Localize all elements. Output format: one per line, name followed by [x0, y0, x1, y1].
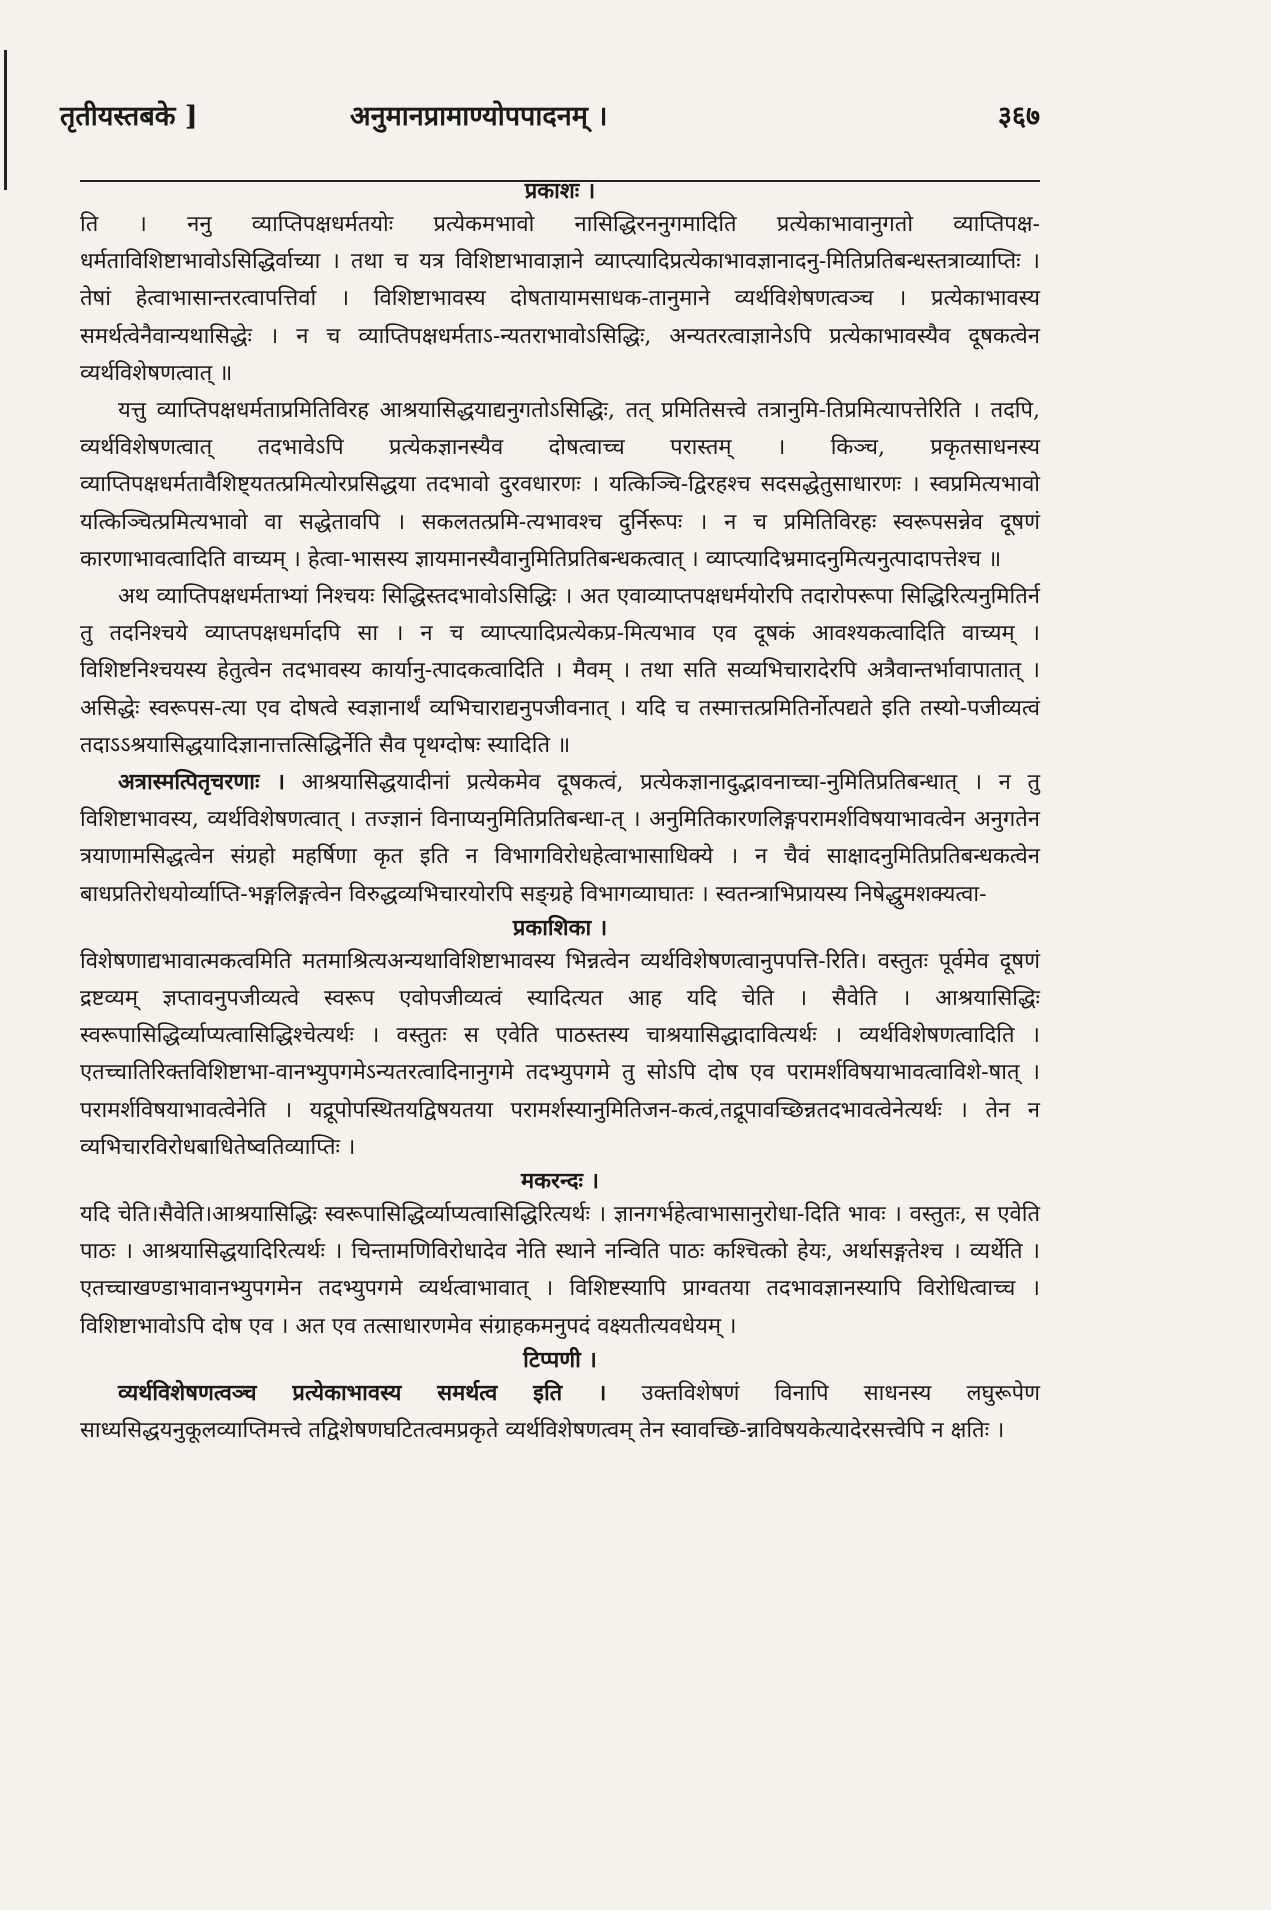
- prakasha-paragraph-4-text: आश्रयासिद्धयादीनां प्रत्येकमेव दूषकत्वं, प्रत्येकज्ञानादुद्भावनाच्चा-नुमितिप्रतिबन्धात् । न तु विशिष्टाभावस्य, व्यर्थविशेषणत्वात् । तज्ज्ञानं विनाप्यनुमितिप्रतिबन्धा-त् । अनुमितिकारणलिङ्गपरामर्शविषयाभावत्वेन अनुगतेन त्रयाणामसिद्धत्वेन संग्रहो महर्षिणा कृत इति न विभागविरोधहेत्वाभासाधिक्ये । न चैवं साक्षादनुमितिप्रतिबन्धकत्वेन बाधप्रतिरोधयोर्व्याप्ति-भङ्गलिङ्गत्वेन विरुद्धव्यभिचारयोरपि सङ्ग्रहे विभागव्याघातः । स्वतन्त्राभिप्रायस्य निषेद्धुमशक्यत्वा-: [80, 770, 1040, 907]
- tippani-paragraph-1: [80, 1375, 1040, 1449]
- prakashika-paragraph-1: विशेषणाद्यभावात्मकत्वमिति मतमाश्रित्यअन्यथाविशिष्टाभावस्य भिन्नत्वेन व्यर्थविशेषणत्वानुपपत्ति-रिति। वस्तुतः पूर्वमेव दूषणं द्रष्टव्यम् ज्ञप्तावनुपजीव्यत्वे स्वरूप एवोपजीव्यत्वं स्यादित्यत आह यदि चेति । सैवेति । आश्रयासिद्धिः स्वरूपासिद्धिर्व्याप्यत्वासिद्धिश्चेत्यर्थः । वस्तुतः स एवेति पाठस्तस्य चाश्रयासिद्धादावित्यर्थः । व्यर्थविशेषणत्वादिति । एतच्चातिरिक्तविशिष्टाभा-वानभ्युपगमेऽन्यतरत्वादिनानुगमे तदभ्युपगमे तु सोऽपि दोष एव परामर्शविषयाभावत्वाविशे-षात् । परामर्शविषयाभावत्वेनेति । यद्रूपोपस्थितयद्विषयतया परामर्शस्यानुमितिजन-कत्वं,तद्रूपावच्छिन्नतदभावत्वेनेत्यर्थः । तेन न व्यभिचारविरोधबाधितेष्वतिव्याप्तिः ।: [80, 948, 1040, 1160]
- binding-edge-line: [4, 50, 7, 190]
- section-title-makaranda: मकरन्दः ।: [521, 1168, 599, 1195]
- section-title-prakashika: प्रकाशिका ।: [512, 914, 608, 941]
- header-chapter: तृतीयस्तबके ]: [60, 101, 198, 132]
- header-title: अनुमानप्रामाण्योपपादनम् ।: [350, 101, 608, 132]
- prakasha-paragraph-4-lead: अत्रास्मत्पितृचरणाः ।: [118, 769, 285, 796]
- section-title-prakasha: प्रकाशः ।: [524, 178, 596, 204]
- prakasha-paragraph-4: [80, 764, 1040, 913]
- running-header: [60, 96, 1040, 136]
- section-title-tippani: टिप्पणी ।: [523, 1346, 597, 1373]
- prakasha-paragraph-3: अथ व्याप्तिपक्षधर्मताभ्यां निश्चयः सिद्धिस्तदभावोऽसिद्धिः । अत एवाव्याप्तपक्षधर्मयोरपि तदारोपरूपा सिद्धिरित्यनुमितिर्न तु तदनिश्चये व्याप्तपक्षधर्मादपि सा । न च व्याप्त्यादिप्रत्येकप्र-मित्यभाव एव दूषकं आवश्यकत्वादिति वाच्यम् । विशिष्टनिश्चयस्य हेतुत्वेन तदभावस्य कार्यानु-त्पादकत्वादिति । मैवम् । तथा सति सव्यभिचारादेरपि अत्रैवान्तर्भावापातात् । असिद्धेः स्वरूपस-त्या एव दोषत्वे स्वज्ञानार्थं व्यभिचाराद्यनुपजीवनात् । यदि च तस्मात्तत्प्रमितिर्नोत्पद्यते इति तस्यो-पजीव्यत्वं तदाऽऽश्रयासिद्धयादिज्ञानात्तत्सिद्धिर्नेति सैव पृथग्दोषः स्यादिति ॥: [80, 584, 1040, 758]
- page-body: [80, 176, 1040, 1449]
- page-number: ३६७: [997, 101, 1040, 132]
- tippani-paragraph-1-text: उक्तविशेषणं विनापि साधनस्य लघुरूपेण साध्यसिद्धयनुकूलव्याप्तिमत्त्वे तद्विशेषणघटितत्वमप्रकृते व्यर्थविशेषणत्वम् तेन स्वावच्छि-न्नाविषयकेत्यादेरसत्त्वेपि न क्षतिः ।: [80, 1380, 1040, 1444]
- prakasha-paragraph-2: यत्तु व्याप्तिपक्षधर्मताप्रमितिविरह आश्रयासिद्धयाद्यनुगतोऽसिद्धिः, तत् प्रमितिसत्त्वे तत्रानुमि-तिप्रमित्यापत्तेरिति । तदपि, व्यर्थविशेषणत्वात् तदभावेऽपि प्रत्येकज्ञानस्यैव दोषत्वाच्च परास्तम् । किञ्च, प्रकृतसाधनस्य व्याप्तिपक्षधर्मतावैशिष्ट्यतत्प्रमित्योरप्रसिद्धया तदभावो दुरवधारणः । यत्किञ्चि-द्विरहश्च सदसद्धेतुसाधारणः । स्वप्रमित्यभावो यत्किञ्चित्प्रमित्यभावो वा सद्धेतावपि । सकलतत्प्रमि-त्यभावश्च दुर्निरूपः । न च प्रमितिविरहः स्वरूपसन्नेव दूषणं कारणाभावत्वादिति वाच्यम् । हेत्वा-भासस्य ज्ञायमानस्यैवानुमितिप्रतिबन्धकत्वात् । व्याप्त्यादिभ्रमादनुमित्यनुत्पादापत्तेश्च ॥: [80, 398, 1040, 572]
- makaranda-paragraph-1: यदि चेति।सैवेति।आश्रयासिद्धिः स्वरूपासिद्धिर्व्याप्यत्वासिद्धिरित्यर्थः । ज्ञानगर्भहेत्वाभासानुरोधा-दिति भावः । वस्तुतः, स एवेति पाठः । आश्रयासिद्धयादिरित्यर्थः । चिन्तामणिविरोधादेव नेति स्थाने नन्विति पाठः कश्चित्को हेयः, अर्थासङ्गतेश्च । व्यर्थेति । एतच्चाखण्डाभावानभ्युपगमेन तदभ्युपगमे व्यर्थत्वाभावात् । विशिष्टस्यापि प्राग्वतया तदभावज्ञानस्यापि विरोधित्वाच्च । विशिष्टाभावोऽपि दोष एव । अत एव तत्साधारणमेव संग्राहकमनुपदं वक्ष्यतीत्यवधेयम् ।: [80, 1202, 1040, 1339]
- tippani-paragraph-1-lead: व्यर्थविशेषणत्वञ्च प्रत्येकाभावस्य समर्थत्व इति ।: [118, 1379, 607, 1406]
- prakasha-paragraph-1: ति । ननु व्याप्तिपक्षधर्मतयोः प्रत्येकमभावो नासिद्धिरननुगमादिति प्रत्येकाभावानुगतो व्याप्तिपक्ष-धर्मताविशिष्टाभावोऽसिद्धिर्वाच्या । तथा च यत्र विशिष्टाभावाज्ञाने व्याप्त्यादिप्रत्येकाभावज्ञानादनु-मितिप्रतिबन्धस्तत्राव्याप्तिः । तेषां हेत्वाभासान्तरत्वापत्तिर्वा । विशिष्टाभावस्य दोषतायामसाधक-तानुमाने व्यर्थविशेषणत्वञ्च । प्रत्येकाभावस्य समर्थत्वेनैवान्यथासिद्धेः । न च व्याप्तिपक्षधर्मताऽ-न्यतराभावोऽसिद्धिः, अन्यतरत्वाज्ञानेऽपि प्रत्येकाभावस्यैव दूषकत्वेन व्यर्थविशेषणत्वात् ॥: [80, 212, 1040, 386]
